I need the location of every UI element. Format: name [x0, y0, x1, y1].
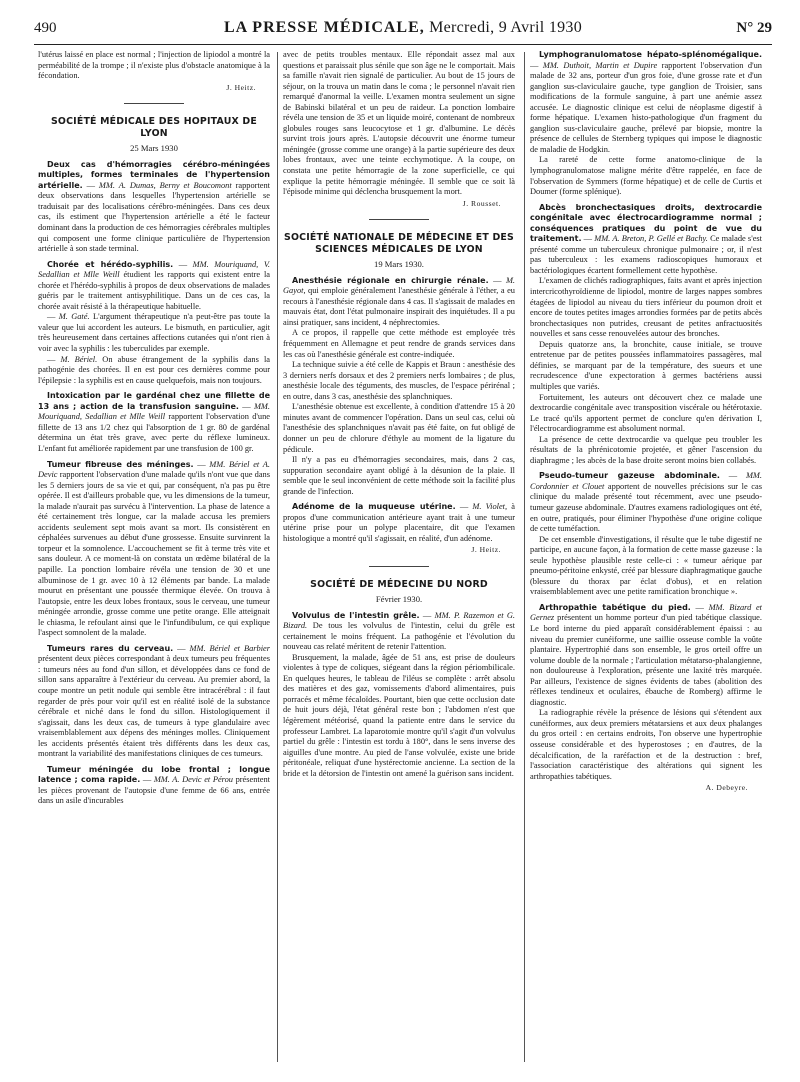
article-authors: M. Gayot,: [283, 275, 515, 296]
article-title: Intoxication par le gardénal chez une fillette de 13 ans ; action de la transfusion sanguine.: [38, 391, 270, 411]
signature: J. Rousset.: [462, 198, 501, 208]
dash: —: [173, 259, 193, 269]
article-authors: M. Violet,: [472, 502, 508, 512]
journal-title: [34, 19, 772, 37]
article: [283, 276, 515, 329]
column-left: [38, 50, 270, 1070]
discussion: [38, 312, 270, 354]
signature: J. Heitz.: [471, 545, 501, 555]
discussion-text: L'argument thérapeutique n'a peut-être pas toute la valeur que lui accordent les auteurs. Le bismuth, en particulier, agit très heureusement dans certaines affections cutanées qui n'ont rien à voir avec la syphilis : les tuberculides par exemple.: [38, 312, 270, 354]
page-number: 490: [34, 20, 57, 36]
article-title: Tumeur méningée du lobe frontal ; longue latence ; coma rapide.: [38, 764, 270, 785]
paragraph: L'examen de clichés radiographiques, faits avant et après injection intercricothyroïdienne de lipiodol, montre de larges nappes sombres étagées de lipiodol au niveau du tiers inférieur du poumon droit et encore de toutes petites images arrondies formées par de petits abcès bronchectasiques non putrides, creusant de petites anfractuosités nouvelles et sans cesse renouvelées autour des bronches.: [530, 276, 762, 339]
article-text: Ce malade s'est présenté comme un tuberculeux chronique pulmonaire ; or, il n'est pas tuberculeux : les examens radioscopiques humoraux et bactériologiques écartent formellement cette hypothèse.: [530, 234, 762, 275]
paragraph: L'anesthésie obtenue est excellente, à condition d'attendre 15 à 20 minutes avant de commencer l'opération. Dans un seul cas, celui où l'anesthésie des splanchniques n'avait pas été faite, on fut obligé de donner un peu de chlorure d'éthyle au moment de la ligature du pédicule.: [283, 402, 515, 454]
paragraph: De cet ensemble d'investigations, il résulte que le tube digestif ne participe, en aucune façon, à la formation de cette masse gazeuse : la seule hypothèse plausible reste celle-ci : « tumeur aérique par pneumo-péritoine enkysté, créé par blessure diaphragmatique gauche (blessure du thorax par éclat d'obus), et en relation vraisemblablement avec une petite ramification bronchique ».: [530, 534, 762, 597]
column-right: [530, 50, 762, 1070]
issue-date: Mercredi, 9 Avril 1930: [424, 19, 583, 36]
article-text: qui emploie généralement l'anesthésie générale à l'éther, a eu recours à l'anesthésie régionale dans 4 cas. Il s'agissait de malades en mauvais état, dont l'état pulmonaire inspirait des inquiétudes. Il a pu ainsi pratiquer, sans incident, 4 néphrectomies.: [283, 286, 515, 327]
article-title: Volvulus de l'intestin grêle.: [292, 610, 420, 620]
dash: —: [419, 610, 435, 620]
signature: J. Heitz.: [226, 82, 256, 92]
article-authors: MM. Mouriquand, Sedallian et Mlle Weill: [38, 401, 270, 422]
paragraph: l'utérus laissé en place est normal ; l'injection de lipiodol a montré la perméabilité de la trompe ; il n'existe plus d'obstacle anatomique à la fécondation.: [38, 50, 270, 81]
article-authors: MM. Cordonnier et Clouet: [530, 471, 762, 491]
article: [530, 203, 762, 277]
article-title: Tumeur fibreuse des méninges.: [47, 459, 194, 469]
journal-name: LA PRESSE MÉDICALE,: [223, 19, 425, 36]
session-date: 25 Mars 1930: [130, 143, 178, 154]
article: [38, 765, 270, 807]
article-text: à propos d'une communication antérieure ayant trait à une tumeur utérine prise pour un polype placentaire, dit que l'examen histologique a montré qu'il s'agissait, en réalité, d'un adénome.: [283, 502, 515, 543]
article: [38, 644, 270, 760]
article: [38, 260, 270, 313]
paragraph: La présence de cette dextrocardie va quelque peu troubler les résultats de la phrénicotomie projetée, et gêner l'ascension du diaphragme ; les abcès de la base droite seront moins bien collabés.: [530, 434, 762, 465]
article-title: Chorée et hérédo-syphilis.: [47, 259, 174, 269]
dash: —: [719, 471, 746, 481]
dash: —: [690, 602, 709, 612]
discussion: [38, 355, 270, 387]
dash: —: [47, 354, 61, 364]
paragraph: Depuis quatorze ans, la bronchite, cause initiale, se trouve entretenue par de petites poussées inflammatoires passagères, mal définies, se marquant par de la température, des sueurs et une recrudescence d'une expectoration à germes bactériens aussi multiples que variés.: [530, 339, 762, 391]
society-heading: SOCIÉTÉ NATIONALE DE MÉDECINE ET DES SCIENCES MÉDICALES DE LYON: [284, 232, 514, 256]
article-title: Lymphogranulomatose hépato-splénomégalique.: [539, 50, 762, 59]
article: [38, 460, 270, 639]
article: [530, 471, 762, 534]
session-date: 19 Mars 1930.: [374, 259, 424, 270]
society-heading: SOCIÉTÉ DE MÉDECINE DU NORD: [310, 578, 488, 590]
article-text: rapportent l'observation d'un malade de 32 ans, porteur d'un gros foie, d'une grosse rate et d'un ganglion sus-claviculaire gauche, type ganglion de Troisier, sans modifications de la formule sanguine, à part une anémie assez accusée. Le diagnostic clinique est celui de néoplasme digestif à forme hépatique. L'examen histo-pathologique d'un fragment du ganglion sus-claviculaire gauche, prélevé par biopsie, montre la présence de cellules de Sternberg typiques qui impose le diagnostic de maladie de Hodgkin.: [530, 60, 762, 154]
article-text: présentent deux pièces correspondant à deux tumeurs peu fréquentes : tumeurs nées au fond d'un sillon, et développées dans ce fond de sillon sans apparaître à l'extérieur du cerveau. Au premier abord, la coupe montre un petit nodule qui semble être intracérébral : il faut regarder de près pour voir qu'il est en réalité isolé de la substance cérébrale et niché dans le fond du sillon. Histologiquement il s'agissait, dans les deux cas, de tumeurs à type glandulaire avec vraisemblablement aux dépens des méninges molles. Cliniquement les accidents présentés étaient très différents dans les deux cas, montrant la variabilité des manifestations cliniques de ces tumeurs.: [38, 654, 270, 759]
paragraph: La radiographie révèle la présence de lésions qui s'étendent aux cunéiformes, aux deux premiers métatarsiens et aux deux phalanges du gros orteil : en certains endroits, l'on observe une hypertrophie osseuse considérable et des hyperostoses ; en d'autres, de la décalcification, de la raréfaction et de la destruction : bref, l'association caractéristique des altérations qui signent les arthropathies tabétiques.: [530, 708, 762, 781]
article-authors: MM. A. Dumas, Berny et Boucomont: [98, 180, 232, 190]
dash: —: [193, 459, 210, 469]
signature: A. Debeyre.: [705, 783, 748, 793]
article-authors: MM. Bériel et A. Devic: [38, 459, 270, 480]
article-text: présentent un homme porteur d'un pied tabétique classique. Le bord interne du pied apparaît considérablement épaissi : au niveau du premier cunéiforme, une saillie osseuse comble la voûte plantaire. Hypertrophié dans son ensemble, le gros orteil offre un volume double de la normale ; l'articulation métatarso-phalangienne, non douloureuse à l'exploration, présente une laxité très marquée. Par ailleurs, l'existence de signes évidents de tabes (abolition des réflexes tendineux et oculaires, ébauche de Romberg) affirme le diagnostic.: [530, 613, 762, 707]
dash: —: [488, 275, 506, 285]
paragraph: La rareté de cette forme anatomo-clinique de la lymphogranulomatose maligne mérite d'être rappelée, en face de l'observation de Symmers (forme hépatique) et de celle de Curtis et Doumer (forme splénique).: [530, 155, 762, 197]
article-text: rapportent l'observation d'une malade qu'ils n'ont vue que dans les 5 derniers jours de sa vie et qui, par conséquent, n'a pas pu être opérée. Il est d'ailleurs probable que, vu les dimensions de la tumeur, la malade n'aurait pas survécu à l'intervention. La phase de latence a été certainement très longue, car la malade accusa les premiers accidents seulement sept mois avant sa mort. Ils consistèrent en céphalées survenues au début d'une grossesse. Ensuite survinrent la torpeur et la somnolence. L'accouchement se fit à terme très vite et sans douleur. A ce moment-là on constata un œdème bilatéral de la papille. La ponction lombaire révéla une tension de 30 et une albuminose de 1 gr. avec 10 à 12 éléments par bande. La malade mourut en présentant une poussée thermique élevée. On trouva à l'autopsie, entre les deux lobes frontaux, sous le cerveau, une tumeur méningée arrondie, grosse comme une petite orange. Elle atteignait le chiasma, le refoulant ainsi que le l'infundibulum, ce qui explique l'aspect somnolent de la malade.: [38, 470, 270, 638]
discussant: M. Gaté.: [58, 312, 90, 322]
dash: —: [140, 775, 154, 785]
article: [283, 611, 515, 653]
session-date: Février 1930.: [375, 593, 423, 604]
article-authors: MM. Bizard et Gernez: [530, 602, 762, 623]
column-divider: [524, 52, 525, 1062]
separator: [369, 566, 429, 567]
column-divider: [277, 52, 278, 1062]
page-header: [34, 18, 772, 45]
paragraph: Brusquement, la malade, âgée de 51 ans, est prise de douleurs violentes à type de coliques, siégeant dans la région périombilicale. En quelques heures, le tableau de l'iléus se complète : arrêt absolu des matières et des gaz, vomissements d'abord alimentaires, puis porracés et même fécaloïdes. Pourtant, bien que cette occlusion date de huit jours déjà, l'état général reste bon ; l'abdomen n'est que légèrement météorisé, quand la patiente entre dans le service du professeur Lambret. La laparotomie montre qu'il s'agit d'un volvulus partiel du grêle : l'intestin est tordu à 180°, dans le sens inverse des aiguilles d'une montre. Au pied de l'anse volvulée, existe une bride péritonéale, reliquat d'une hystérectomie ancienne. La section de la bride et la détorsion de l'intestin ont amené la guérison sans incident.: [283, 652, 515, 778]
discussant: M. Bériel.: [60, 354, 98, 364]
article: [38, 391, 270, 454]
paragraph: La technique suivie a été celle de Kappis et Braun : anesthésie des 3 derniers nerfs dorsaux et des 2 premiers nerfs lombaires ; de plus, anesthésie locale des téguments, des muscles, de l'espace périrénal ; en outre, dans 3 cas, anesthésie des splanchniques.: [283, 360, 515, 401]
dash: —: [581, 234, 595, 244]
article-authors: MM. Mouriquand, V. Sedallian et Mlle Weill: [38, 259, 270, 280]
article: [38, 160, 270, 255]
dash: —: [173, 643, 190, 653]
dash: —: [238, 401, 254, 411]
article: [283, 502, 515, 544]
article-authors: MM. Bériel et Barbier: [189, 643, 270, 653]
dash: —: [530, 60, 543, 70]
article-text: rapportent deux observations dans lesquelles l'hypertension artérielle se traduisait par des localisations cérébro-méningées. Dans ces deux cas, ils estiment que l'hypertension artérielle a été le facteur dominant dans la production de ces hémorragies cérébrales multiples qui composent une forme clinique particulière de l'hypertension artérielle à son stade terminal.: [38, 180, 270, 254]
article-title: Deux cas d'hémorragies cérébro-méningées multiples, formes terminales de l'hypertension artérielle.: [38, 159, 270, 190]
article-title: Abcès bronchectasiques droits, dextrocardie congénitale avec électrocardiogramme normal ; conséquences pratiques du point de vue du traitement.: [530, 202, 762, 244]
issue-number: N° 29: [736, 20, 772, 36]
article: [530, 603, 762, 708]
article-title: Adénome de la muqueuse utérine.: [292, 502, 456, 512]
article-title: Tumeurs rares du cerveau.: [47, 643, 174, 653]
article-title: Pseudo-tumeur gazeuse abdominale.: [539, 471, 720, 481]
article-authors: MM. A. Devic et Pérou: [153, 775, 233, 785]
article-authors: MM. P. Razemon et G. Bizard.: [283, 610, 515, 631]
article-text: étudient les rapports qui existent entre la chorée et l'hérédo-syphilis à propos de deux observations de malades guéris par le traitement antisyphilitique. Dans un de ces cas, la chorée avait résisté à la thérapeutique habituelle.: [38, 270, 270, 311]
paragraph: avec de petits troubles mentaux. Elle répondait assez mal aux questions et paraissait plus sénile que son âge ne le comportait. Mais sa famille n'avait rien signalé de particulier. Au bout de 15 jours de séjour, on la trouva un matin dans le coma ; le personnel n'avait rien remarqué d'anormal la veille. L'examen montra seulement un signe de Babinski bilatéral et un peu de raideur. La ponction lombaire révéla une tension de 35 et un liquide moiré, contenant de nombreux globules rouges sans leucocytose et 1 gr. d'albumine. Le décès survint trois jours après. L'autopsie découvrit une énorme tumeur méningée (grosse comme une orange) à la partie supérieure des deux lobes frontaux, avec une teinte ecchymotique. A la coupe, on constata une petite hémorragie de la zone superficielle, ce qui explique la petite hémorragie méningée. Il semble que ce soit là l'épisode minime qui déclencha brusquement la mort.: [283, 50, 515, 197]
article-text: rapportent l'observation d'une fillette de 13 ans 1/2 chez qui l'absorption de 1 gr. 80 de gardénal détermina un état très grave, avec perte du réflexe lumineux. L'enfant fut améliorée rapidement par une transfusion de 100 gr.: [38, 412, 270, 453]
society-heading: SOCIÉTÉ MÉDICALE DES HOPITAUX DE LYON: [50, 116, 258, 140]
dash: —: [82, 180, 99, 190]
column-middle: [283, 50, 515, 1070]
paragraph: Fortuitement, les auteurs ont découvert chez ce malade une dextrocardie congénitale avec transposition viscérale ou hétérotaxie. Le tracé qu'ils apportent permet de conclure qu'en dérivation I, l'électrocardiogramme est absolument normal.: [530, 392, 762, 434]
discussion-text: On abuse étrangement de la syphilis dans la pathogénie des chorées. Il en est pour ces dernières comme pour l'épilepsie : la syphilis est en cause quelquefois, mais non toujours.: [38, 354, 270, 385]
article-authors: MM. A. Breton, P. Gellé et Bachy.: [594, 234, 708, 244]
paragraph: Il n'y a pas eu d'hémorragies secondaires, mais, dans 2 cas, suppuration secondaire ayant obligé à la désunion de la plaie. Il semble que le seul inconvénient de cette méthode soit la facilité plus grande de l'infection.: [283, 455, 515, 496]
dash: —: [455, 502, 473, 512]
article-title: Anesthésie régionale en chirurgie rénale.: [292, 275, 489, 285]
article-title: Arthropathie tabétique du pied.: [539, 602, 691, 612]
separator: [124, 103, 184, 104]
paragraph: A ce propos, il rappelle que cette méthode est employée très fréquemment en Allemagne et peut rendre de grands services dans les cas où l'anesthésie générale est contre-indiquée.: [283, 328, 515, 359]
dash: —: [47, 312, 59, 322]
article-text: apportent de nouvelles précisions sur le cas clinique du malade présenté tout récemment, avec une pseudo-tumeur gazeuse abdominale. D'autres examens radiologiques ont été, en outre, pratiqués, pour éliminer l'hypothèse d'une origine colique de cette tuméfaction.: [530, 481, 762, 534]
article: [530, 50, 762, 155]
article-text: De tous les volvulus de l'intestin, celui du grêle est certainement le moins fréquent. La pathogénie et l'évolution du nouveau cas relaté méritent de retenir l'attention.: [283, 621, 515, 652]
separator: [369, 219, 429, 220]
article-authors: MM. Duthoit, Martin et Dupire: [542, 60, 658, 70]
article-text: présentent les pièces provenant de l'autopsie d'une femme de 66 ans, entrée dans un asile d'incurables: [38, 775, 270, 806]
